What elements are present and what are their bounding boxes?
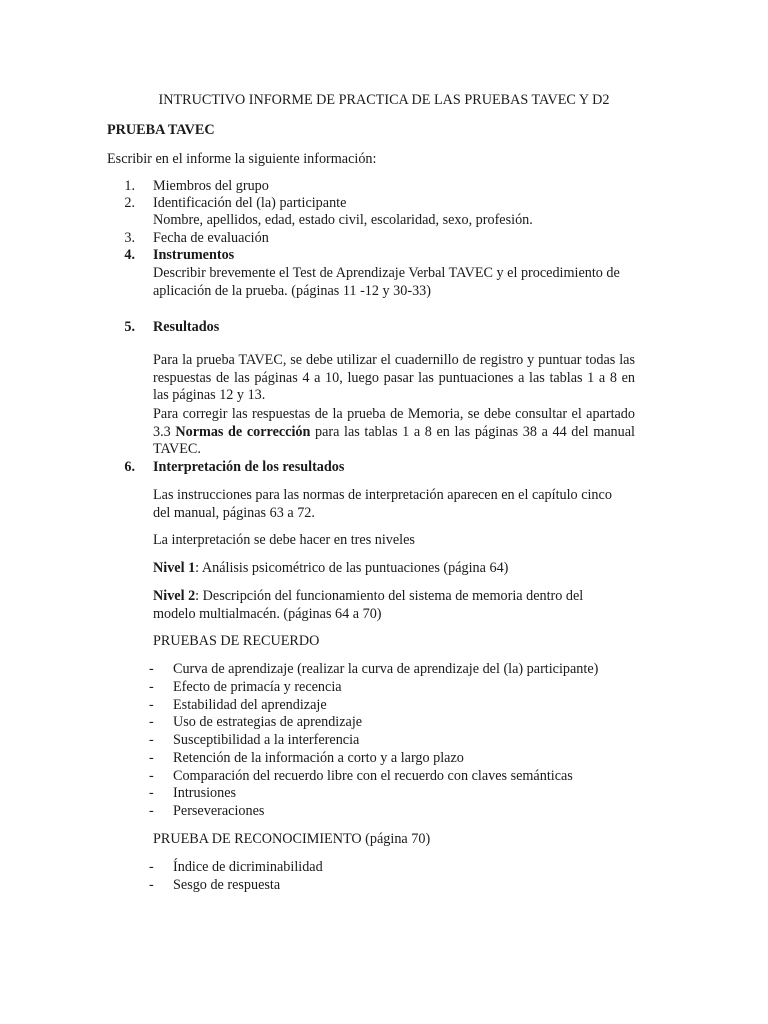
- list-item-heading: Interpretación de los resultados: [153, 459, 345, 475]
- bullet-dash: -: [149, 697, 154, 713]
- bullet-dash: -: [149, 877, 154, 893]
- bullet-dash: -: [149, 750, 154, 766]
- bullet-item: Uso de estrategias de aprendizaje: [173, 714, 363, 730]
- bullet-item: Estabilidad del aprendizaje: [173, 697, 327, 713]
- list-number: 1.: [124, 178, 135, 194]
- bullet-item: Susceptibilidad a la interferencia: [173, 732, 360, 748]
- bold-phrase: Normas de corrección: [175, 423, 311, 440]
- paragraph: Para la prueba TAVEC, se debe utilizar el cuadernillo de registro y puntuar todas las respuestas de las páginas 4 a 10, luego pasar las puntuaciones a las tablas 1 a 8 en las páginas 12 y 13.: [153, 352, 635, 404]
- nivel-label: Nivel 1: [153, 560, 196, 576]
- paragraph: La interpretación se debe hacer en tres niveles: [153, 532, 415, 548]
- list-item: Fecha de evaluación: [153, 230, 269, 246]
- paragraph-text: para las tablas 1 a 8 en las páginas 38 a 44 del manual TAVEC.: [153, 423, 635, 458]
- bullet-item: Retención de la información a corto y a largo plazo: [173, 750, 464, 766]
- list-item-heading: Resultados: [153, 319, 220, 335]
- bullet-item: Comparación del recuerdo libre con el recuerdo con claves semánticas: [173, 768, 573, 784]
- subsection-heading: PRUEBA DE RECONOCIMIENTO (página 70): [153, 831, 431, 847]
- nivel-text: : Descripción del funcionamiento del sistema de memoria dentro del modelo multialmacén. (páginas 64 a 70): [153, 588, 584, 622]
- bullet-dash: -: [149, 732, 154, 748]
- list-item-heading: Instrumentos: [153, 247, 235, 263]
- bullet-item: Curva de aprendizaje (realizar la curva de aprendizaje del (la) participante): [173, 661, 599, 677]
- paragraph: [153, 406, 635, 459]
- list-number: 6.: [124, 459, 135, 475]
- list-item: Identificación del (la) participante: [153, 195, 347, 211]
- list-item-description: Describir brevemente el Test de Aprendizaje Verbal TAVEC y el procedimiento de aplicación de la prueba. (páginas 11 -12 y 30-33): [153, 265, 620, 299]
- nivel-line: [153, 560, 508, 578]
- bullet-item: Efecto de primacía y recencia: [173, 679, 342, 695]
- list-number: 2.: [124, 195, 135, 211]
- nivel-line: [153, 588, 628, 623]
- paragraph: Las instrucciones para las normas de interpretación aparecen en el capítulo cinco del manual, páginas 63 a 72.: [153, 487, 612, 521]
- list-item-sub: Nombre, apellidos, edad, estado civil, escolaridad, sexo, profesión.: [153, 212, 533, 228]
- bullet-dash: -: [149, 785, 154, 801]
- bullet-dash: -: [149, 859, 154, 875]
- list-item: Miembros del grupo: [153, 178, 269, 194]
- bullet-dash: -: [149, 803, 154, 819]
- list-number: 4.: [124, 247, 135, 263]
- list-number: 5.: [124, 319, 135, 335]
- bullet-dash: -: [149, 661, 154, 677]
- bullet-item: Índice de dicriminabilidad: [173, 859, 323, 875]
- document-title: INTRUCTIVO INFORME DE PRACTICA DE LAS PRUEBAS TAVEC Y D2: [158, 92, 610, 108]
- nivel-label: Nivel 2: [153, 588, 196, 604]
- bullet-item: Perseveraciones: [173, 803, 265, 819]
- bullet-item: Intrusiones: [173, 785, 237, 801]
- bullet-item: Sesgo de respuesta: [173, 877, 281, 893]
- section-heading: PRUEBA TAVEC: [107, 122, 215, 138]
- intro-text: Escribir en el informe la siguiente información:: [107, 151, 377, 167]
- list-number: 3.: [124, 230, 135, 246]
- bullet-dash: -: [149, 768, 154, 784]
- paragraph-text: Para corregir las respuestas de la prueba de Memoria, se debe consultar el apartado 3.3: [153, 406, 635, 440]
- nivel-text: : Análisis psicométrico de las puntuaciones (página 64): [195, 560, 509, 576]
- bullet-dash: -: [149, 679, 154, 695]
- bullet-dash: -: [149, 714, 154, 730]
- subsection-heading: PRUEBAS DE RECUERDO: [153, 633, 320, 649]
